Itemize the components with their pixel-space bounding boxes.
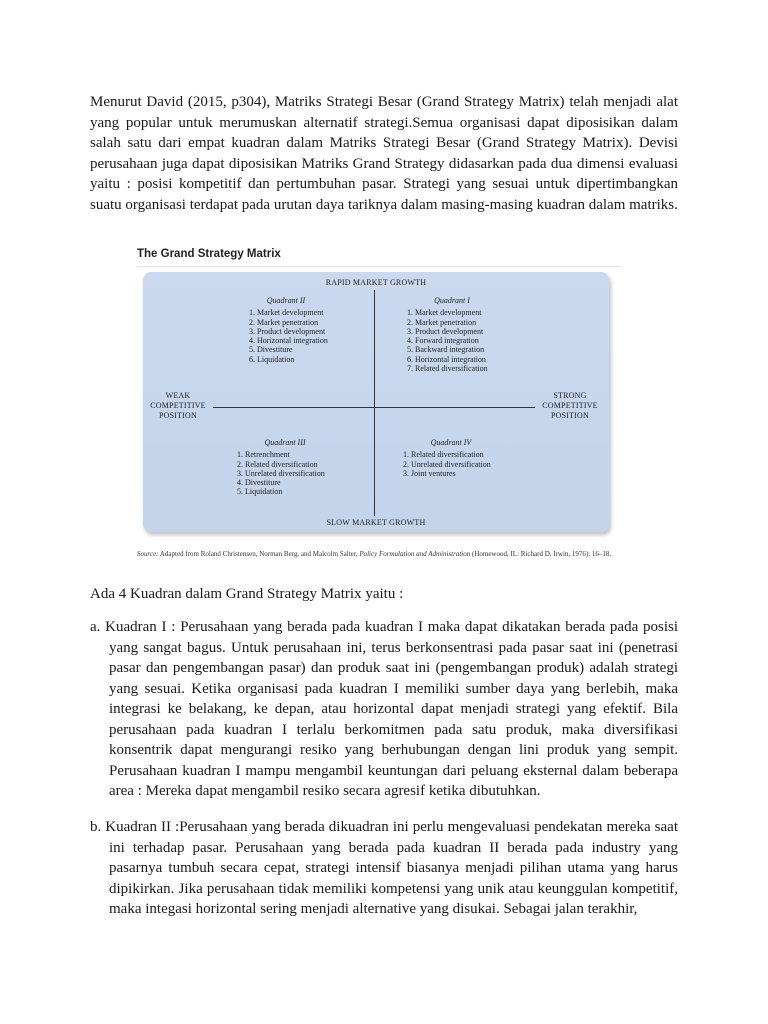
- matrix-panel: [143, 272, 609, 532]
- axis-label-bottom: SLOW MARKET GROWTH: [326, 518, 426, 527]
- quadrant-strategy-list: [407, 308, 527, 373]
- axis-label-right-line: STRONG: [553, 391, 587, 400]
- axis-label-left: [147, 391, 209, 421]
- strategy-item: 1. Retrenchment: [237, 450, 290, 460]
- axis-label-left-line: POSITION: [158, 411, 198, 420]
- quadrant-1: [407, 296, 527, 373]
- strategy-item: 1. Market development: [249, 308, 324, 318]
- strategy-item: 6. Liquidation: [249, 354, 295, 364]
- kuadran-lead: Ada 4 Kuadran dalam Grand Strategy Matrix yaitu :: [90, 586, 404, 602]
- strategy-item: 7. Related diversification: [407, 364, 488, 374]
- strategy-item: 1. Market development: [407, 308, 482, 318]
- strategy-item: 3. Product development: [249, 326, 326, 336]
- quadrant-strategy-list: [403, 450, 523, 478]
- strategy-item: 1. Related diversification: [403, 450, 484, 460]
- quadrant-strategy-list: [249, 308, 357, 364]
- quadrant-title: Quadrant IV: [430, 438, 472, 447]
- axis-label-right-line: COMPETITIVE: [542, 401, 598, 410]
- vertical-axis: [374, 290, 375, 516]
- quadrant-title: Quadrant III: [264, 438, 306, 447]
- kuadran-item: b. Kuadran II :Perusahaan yang berada dikuadran ini perlu mengevaluasi pendekatan mereka saat ini terhadap pasar. Perusahaan yang berada pada kuadran II berada pada industry yang pasarnya tumbuh secara cepat, strategi intensif biasanya menjadi pilihan utama yang harus dipikirkan. Jika perusahaan tidak memiliki kompetensi yang unik atau keunggulan kompetitif, maka integasi horizontal sering menjadi alternative yang disukai. Sebagai jalan terakhir,: [90, 819, 678, 917]
- strategy-item: 5. Divestiture: [249, 345, 293, 355]
- figure-title: The Grand Strategy Matrix: [137, 248, 281, 260]
- axis-label-top: RAPID MARKET GROWTH: [325, 278, 427, 287]
- axis-label-right: [535, 391, 605, 421]
- quadrant-4: [403, 438, 523, 478]
- strategy-item: 6. Horizontal integration: [407, 354, 486, 364]
- quadrant-strategy-list: [237, 450, 357, 496]
- intro-paragraph: Menurut David (2015, p304), Matriks Strategi Besar (Grand Strategy Matrix) telah menjadi alat yang popular untuk merumuskan alternatif strategi.Semua organisasi dapat diposisikan dalam salah satu dari empat kuadran dalam Matriks Strategi Besar (Grand Strategy Matrix). Devisi perusahaan juga dapat diposisikan Matriks Grand Strategy didasarkan pada dua dimensi evaluasi yaitu : posisi kompetitif dan pertumbuhan pasar. Strategi yang sesuai untuk dipertimbangkan suatu organisasi terdapat pada urutan daya tariknya dalam masing-masing kuadran dalam matriks.: [90, 94, 678, 213]
- strategy-item: 3. Product development: [407, 326, 484, 336]
- strategy-item: 5. Liquidation: [237, 487, 283, 497]
- figure-source-note: [137, 550, 621, 559]
- source-book-title: Policy Formulation and Administration: [359, 550, 471, 558]
- strategy-item: 2. Market penetration: [407, 317, 477, 327]
- axis-label-right-line: POSITION: [550, 411, 590, 420]
- strategy-item: 2. Related diversification: [237, 459, 318, 469]
- strategy-item: 4. Divestiture: [237, 478, 281, 488]
- strategy-item: 5. Backward integration: [407, 345, 485, 355]
- source-text-before: Adapted from Roland Christensen, Norman Berg, and Malcolm Salter,: [158, 550, 360, 558]
- strategy-item: 4. Horizontal integration: [249, 336, 328, 346]
- kuadran-item: a. Kuadran I : Perusahaan yang berada pada kuadran I maka dapat dikatakan berada pada posisi yang sangat bagus. Untuk perusahaan ini, terus berkonsentrasi pada pasar saat ini (penetrasi pasar dan pengembangan pasar) dan produk saat ini (pengembangan produk) adalah strategi yang sesuai. Ketika organisasi pada kuadran I memiliki sumber daya yang berlebih, maka integrasi ke belakang, ke depan, atau horizontal dapat menjadi strategi yang efektif. Bila perusahaan pada kuadran I terlalu berkomitmen pada satu produk, maka diversifikasi konsentrik dapat mengurangi resiko yang berhubungan dengan lini produk yang sempit. Perusahaan kuadran I mampu mengambil keuntungan dari peluang eksternal dalam beberapa area : Mereka dapat mengambil resiko secara agresif ketika dibutuhkan.: [90, 619, 678, 799]
- strategy-item: 2. Market penetration: [249, 317, 319, 327]
- strategy-item: 2. Unrelated diversification: [403, 459, 491, 469]
- strategy-item: 3. Joint ventures: [403, 468, 456, 478]
- quadrant-2: [249, 296, 357, 364]
- source-label: Source:: [137, 550, 159, 558]
- quadrant-3: [237, 438, 357, 497]
- figure-divider: [137, 266, 621, 267]
- strategy-item: 4. Forward integration: [407, 336, 479, 346]
- axis-label-left-line: WEAK: [165, 391, 191, 400]
- source-text-after: (Homewood, IL: Richard D. Irwin, 1976): 16–18.: [470, 550, 612, 558]
- grand-strategy-matrix-figure: [137, 244, 621, 574]
- horizontal-axis: [213, 407, 535, 408]
- quadrant-title: Quadrant I: [434, 296, 470, 305]
- strategy-item: 3. Unrelated diversification: [237, 468, 325, 478]
- quadrant-title: Quadrant II: [266, 296, 306, 305]
- axis-label-left-line: COMPETITIVE: [150, 401, 206, 410]
